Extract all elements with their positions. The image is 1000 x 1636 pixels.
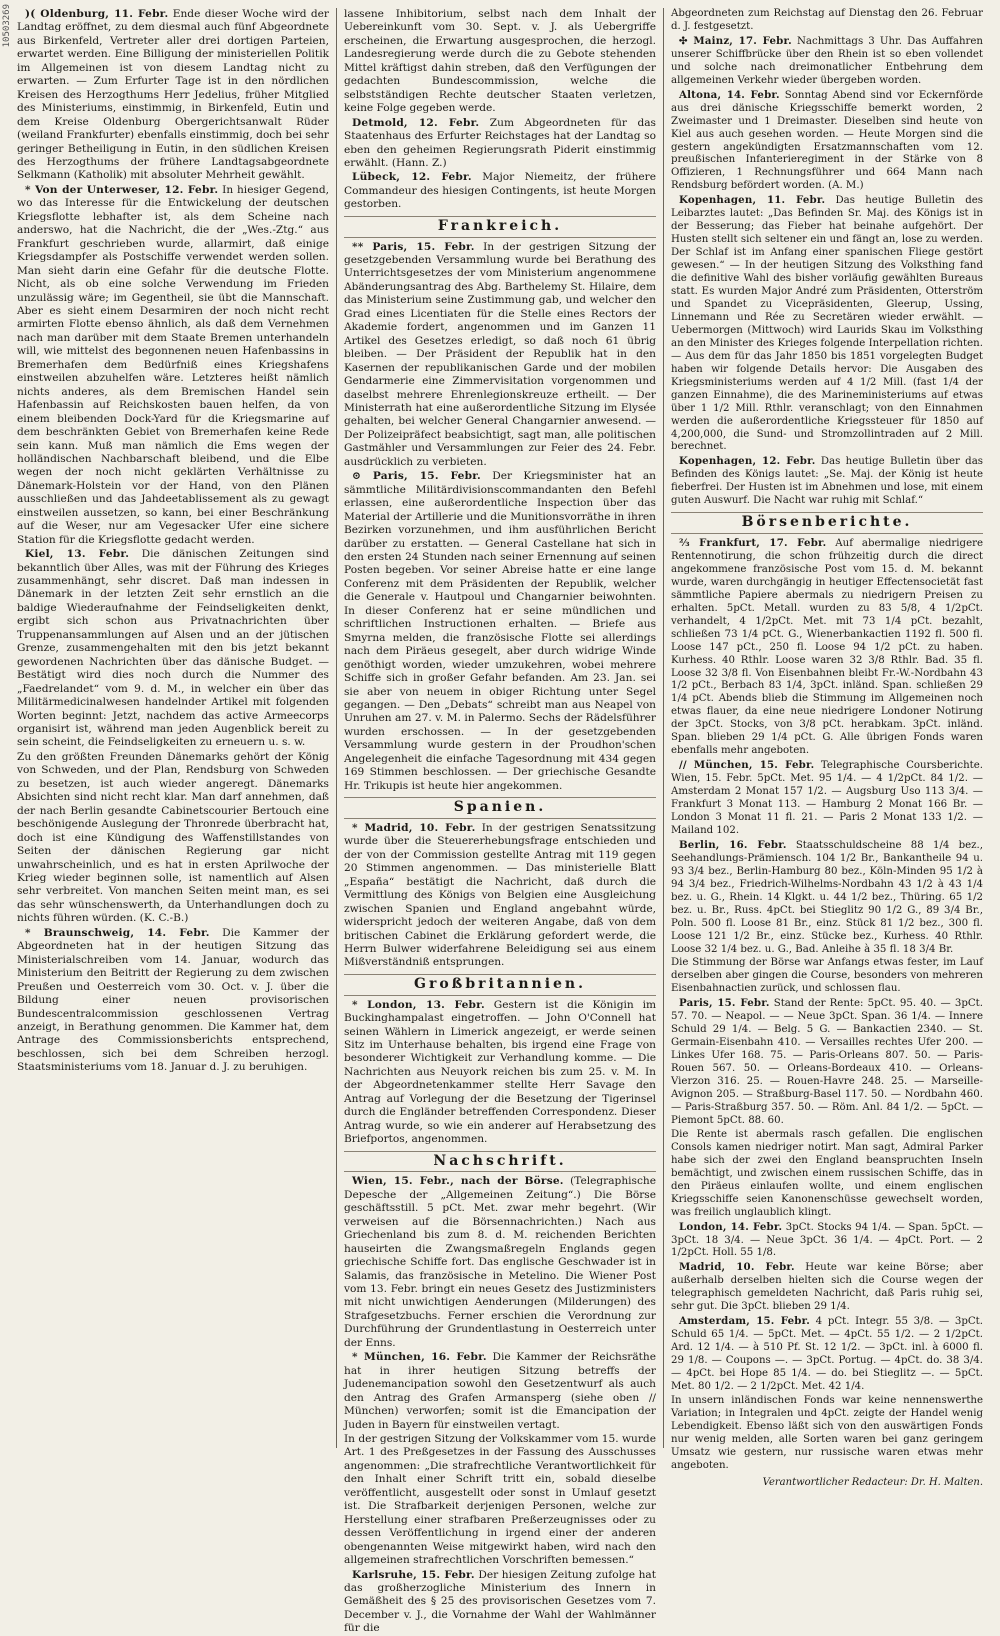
article-paragraph (344, 1433, 656, 1568)
article-text: Zum Abgeordneten für das Staatenhaus des Erfurter Reichstages hat der Landtag so eben den geheimen Regierungsrath Piderit einstimmig erwählt. (Hann. Z.) (344, 116, 656, 169)
article-text: Die Kammer der Abgeordneten hat in der heutigen Sitzung das Ministerialschreiben vom 14. Januar, wodurch das Ministerium den Beitritt der Regierung zu dem zwischen Preußen und Oesterreich vom 30. Oct. v. J. über die Bildung einer neuen provisorischen Bundescentralcommission geschlossenen Vertrag anzeigt, in Berathung genommen. Die Kammer hat, dem Antrage des Commissionsberichts entsprechend, beschlossen, sich bei dem Schreiben herzogl. Staatsministeriums vom 18. Januar d. J. zu beruhigen. (17, 926, 330, 1074)
article-paragraph (671, 35, 983, 88)
dateline: Berlin, 16. Febr. (679, 838, 787, 851)
article-paragraph (671, 89, 983, 194)
article-text: 4 pCt. Integr. 55 3/8. — 3pCt. Schuld 65 1/4. — 5pCt. Met. — 4pCt. 55 1/2. — 2 1/2pCt. Ard. 12 1/4. — à 510 Pf. St. 12 1/2. — 3pCt. inl. à 6000 fl. 29 1/8. — Coupons —. — 3pCt. Portug. — 4pCt. do. 38 3/4. — 4pCt. bei Hope 85 1/4. — do. bei Stieglitz —. — 5pCt. Met. 80 1/2. — 2 1/2pCt. Met. 42 1/4. (671, 1316, 983, 1392)
article-text: Abgeordneten zum Reichstag auf Dienstag den 26. Februar d. J. festgesetzt. (671, 8, 983, 32)
article-paragraph (671, 759, 983, 838)
article-paragraph (344, 1351, 656, 1432)
article-paragraph (17, 927, 329, 1075)
article-paragraph (671, 1261, 983, 1314)
dateline: Altona, 14. Febr. (679, 88, 780, 101)
editor-line: Verantwortlicher Redacteur: Dr. H. Malten. (762, 1476, 983, 1488)
article-paragraph (17, 751, 329, 926)
column-left (10, 8, 336, 1448)
article-text: Telegraphische Coursberichte. Wien, 15. Febr. 5pCt. Met. 95 1/4. — 4 1/2pCt. 84 1/2. — Amsterdam 2 Monat 157 1/2. — Augsburg Uso 113 3/4. — Frankfurt 3 Monat 113. — Hamburg 2 Monat 166 Br. — London 3 Monat 11 fl. 21. — Paris 2 Monat 133 1/2. — Mailand 102. (671, 760, 983, 836)
article-paragraph (344, 8, 656, 116)
article-paragraph (344, 1569, 656, 1636)
article-text: Staatsschuldscheine 88 1/4 bez., Seehandlungs-Prämiensch. 104 1/2 Br., Bankantheile 94 u. 93 3/4 bez., Berlin-Hamburg 80 bez., Köln-Minden 95 1/2 à 94 3/4 bez., Friedrich-Wilhelms-Nordbahn 43 1/2 à 43 1/4 bez. u. G., Rhein. 14 Klgkt. u. 44 1/2 bez., Thüring. 65 1/2 bez. u. Br., Russ. 4pCt. bei Stieglitz 90 1/2 G., 89 3/4 Br., Poln. 500 fl. Loose 81 Br., einz. Stück 81 1/2 bez., 300 fl. Loose 121 1/2 Br., einz. Stücke bez., Kurhess. 40 Rthlr. Loose 32 1/4 bez. u. G., Bad. Anleihe à 35 fl. 18 3/4 Br. (671, 839, 983, 955)
dateline: Karlsruhe, 15. Febr. (352, 1568, 475, 1581)
dateline: Kopenhagen, 11. Febr. (679, 194, 826, 207)
article-text: Ende dieser Woche wird der Landtag eröffnet, zu dem diesmal auch fünf Abgeordnete aus Birkenfeld, Vertreter aller drei dortigen Parteien, erwartet werden. Eine Billigung der ministeriellen Politik im Allgemeinen ist von diesem Landtag nicht zu erwarten. — Zum Erfurter Tage ist in den nördlichen Kreisen des Herzogthums Herr Jedelius, früher Mitglied des Ministeriums, einstimmig, in Birkenfeld, Eutin und dem Kreise Oldenburg Obergerichtsanwalt Rüder (weiland Frankfurter) ebenfalls einstimmig, doch bei sehr geringer Betheiligung in Eutin, in den südlichen Kreisen des Herzogthums der frühere Landtagsabgeordnete Selkmann (Katholik) mit absoluter Mehrheit gewählt. (17, 8, 329, 182)
column-right (663, 8, 990, 1488)
article-text: Die Stimmung der Börse war Anfangs etwas fester, im Lauf derselben aber gingen die Course, besonders von mehreren Eisenbahnactien zurück, und schlossen flau. (671, 957, 983, 995)
dateline: Paris, 15. Febr. (679, 997, 770, 1010)
dateline: Madrid, 10. Febr. (679, 1261, 795, 1274)
article-text: Auf abermalige niedrigere Rentennotirung, die schon frühzeitig durch die direct angekommene französische Post vom 15. d. M. bekannt wurde, waren durchgängig in heutiger Effectensocietät fast sämmtliche Papiere abermals zu niedrigern Preisen zu erhalten. 5pCt. Metall. wurden zu 83 5/8, 4 1/2pCt. verhandelt, 4 1/2pCt. Met. mit 73 1/4 pCt. bezahlt, schließen 73 1/4 pCt. G., Wienerbankactien 1192 fl. 500 fl. Loose 147 pCt., 250 fl. Loose 94 1/2 pCt. zu haben. Kurhess. 40 Rthlr. Loose waren 32 3/8 Rthlr. Bad. 35 fl. Loose 32 3/8 fl. Von Eisenbahnen bleibt Fr.-W.-Nordbahn 43 1/2 pCt., Berbach 83 1/4, 3pCt. inländ. Span. schließen 29 1/4 pCt. Abends blieb die Stimmung im Allgemeinen noch etwas flauer, da eine neue niedrigere Londoner Notirung der 3pCt. Stocks, von 3/8 pCt. herabkam. 3pCt. inländ. Span. blieben 29 1/4 pCt. G. Alle übrigen Fonds waren ebenfalls mehr angeboten. (671, 537, 983, 757)
article-text: lassene Inhibitorium, selbst nach dem Inhalt der Uebereinkunft vom 30. Sept. v. J. als Uebergriffe erscheinen, die Erwartung ausgesprochen, die herzogl. Landesregierung werde durch die zu Gebote stehenden Mittel kräftigst dahin streben, daß den Verfügungen der gedachten Bundescommission, welche die selbstständigen Rechte deutscher Staaten verletzen, keine Folge gegeben werde. (344, 8, 656, 115)
article-paragraph (671, 1129, 983, 1220)
dateline: ⅔ Frankfurt, 17. Febr. (679, 536, 827, 549)
article-paragraph (671, 1395, 983, 1473)
article-paragraph (344, 241, 656, 470)
dateline: * Madrid, 10. Febr. (352, 821, 476, 834)
section-heading: Spanien. (344, 797, 656, 819)
section-heading: Börsenberichte. (671, 512, 983, 534)
section-heading: Großbritannien. (344, 974, 656, 996)
article-text: Sonntag Abend sind vor Eckernförde aus drei dänische Kriegsschiffe bemerkt worden, 2 Zweimaster und 1 Dreimaster. Dieselben sind heute von Kiel aus auch gesehen worden. — Heute Morgen sind die gestern angekündigten Ersatzmannschaften vom 12. preußischen Infanterieregiment in der Stärke von 8 Offizieren, 1 Rechnungsführer und 664 Mann nach Rendsburg befördert worden. (A. M.) (671, 89, 983, 192)
article-text: In der gestrigen Sitzung der Volkskammer vom 15. wurde Art. 1 des Preßgesetzes in der Fassung des Ausschusses angenommen: „Die strafrechtliche Verantwortlichkeit für den Inhalt einer Schrift tritt ein, sobald dieselbe veröffentlicht, ausgestellt oder sonst in Umlauf gesetzt ist. Die Strafbarkeit derjenigen Personen, welche zur Herstellung einer strafbaren Preßerzeugnisses oder zu dessen Veröffentlichung in irgend einer der anderen obengenannten Weise mitgewirkt haben, wird nach den allgemeinen strafrechtlichen Vorschriften bemessen.“ (344, 1433, 656, 1567)
dateline: * München, 16. Febr. (352, 1351, 487, 1364)
article-paragraph (671, 997, 983, 1128)
article-text: Die dänischen Zeitungen sind bekanntlich über Alles, was mit der Führung des Krieges zusammenhängt, sehr discret. Daß man indessen in Dänemark in der letzten Zeit sehr ernstlich an die baldige Wiederaufnahme der Feindseligkeiten denkt, ergibt sich schon aus Privatnachrichten über Truppenansammlungen auf Alsen und an der jütischen Grenze, zusammengehalten mit den bis jetzt bekannt gewordenen Nachrichten über das dänische Budget. — Bestätigt wird dies noch durch die Nummer des „Faedrelandet“ vom 9. d. M., in welcher ein über das Militärmedicinalwesen handelnder Artikel mit folgenden Worten beginnt: Jetzt, nachdem das active Armeecorps organisirt ist, während man jeden Augenblick bereit zu sein scheint, die Feindseligkeiten zu erneuern u. s. w. (17, 548, 329, 749)
dateline: Amsterdam, 15. Febr. (679, 1315, 810, 1328)
article-text: Der hiesigen Zeitung zufolge hat das großherzogliche Ministerium des Innern in Gemäßheit des § 25 des provisorischen Gesetzes vom 7. December v. J., die Vornahme der Wahl der Wahlmänner für die (344, 1568, 657, 1635)
article-paragraph (671, 1315, 983, 1394)
article-paragraph (671, 1221, 983, 1261)
article-text: 3pCt. Stocks 94 1/4. — Span. 5pCt. — 3pCt. 18 3/4. — Neue 3pCt. 36 1/4. — 4pCt. Port. — 2 1/2pCt. Holl. 55 1/8. (671, 1221, 983, 1259)
article-text: Gestern ist die Königin im Buckinghampalast eingetroffen. — John O'Connell hat seinen Wählern in Limerick angezeigt, er werde seinen Sitz im Unterhause behalten, bis irgend eine Frage von besonderer Wichtigkeit zur Verhandlung komme. — Die Nachrichten aus Neuyork reichen bis zum 25. v. M. In der Abgeordnetenkammer stellte Herr Savage den Antrag auf Vorlegung der die Besetzung der Tigerinsel durch die Engländer betreffenden Correspondenz. Dieser Antrag wurde, so wie ein anderer auf Herabsetzung des Briefportos, angenommen. (344, 998, 656, 1146)
article-paragraph (344, 822, 656, 970)
article-paragraph (344, 999, 656, 1147)
article-paragraph (671, 194, 983, 454)
article-paragraph (344, 117, 656, 171)
article-text: Nachmittags 3 Uhr. Das Auffahren unserer Schiffbrücke über den Rhein ist so eben vollendet und solche nach dreimonatlicher Entbehrung dem allgemeinen Verkehr wieder übergeben worden. (671, 35, 983, 86)
article-text: In der gestrigen Senatssitzung wurde über die Steuererhebungsfrage entschieden und der von der Commission gestellte Antrag mit 119 gegen 20 Stimmen angenommen. — Das ministerielle Blatt „España“ bestätigt die Nachricht, daß durch die Vermittlung des Königs von Belgien eine Ausgleichung zwischen Spanien und England angebahnt würde, widerspricht jedoch der weiteren Angabe, daß von dem britischen Cabinet die Erklärung gefordert werde, die Herrn Bulwer widerfahrene Beleidigung sei aus einem Mißverständniß entsprungen. (344, 821, 656, 969)
article-text: (Telegraphische Depesche der „Allgemeinen Zeitung“.) Die Börse geschäftsstill. 5 pCt. Met. zwar mehr begehrt. (Wir verweisen auf die Börsennachrichten.) Nach aus Griechenland bis zum 8. d. M. reichenden Berichten hauseirten die Zwangsmaßregeln Englands gegen griechische Schiffe fort. Das englische Geschwader ist in Salamis, das französische in Metelino. Die Wiener Post vom 13. Febr. bringt ein neues Gesetz des Justizministers mit nicht unwichtigen Aenderungen (Milderungen) des Strafgesetzbuchs. Ferner erschien die Verordnung zur Durchführung der Grundentlastung in Oesterreich unter der Enns. (344, 1175, 657, 1349)
article-paragraph (17, 8, 329, 183)
dateline: ** Paris, 15. Febr. (352, 240, 475, 253)
columns (10, 8, 990, 1635)
article-text: Major Niemeitz, der frühere Commandeur des hiesigen Contingents, ist heute Morgen gestorben. (344, 171, 656, 211)
dateline: Lübeck, 12. Febr. (352, 171, 472, 184)
article-paragraph (17, 548, 329, 750)
article-text: Das heutige Bulletin des Leibarztes lautet: „Das Befinden Sr. Maj. des Königs ist in der Besserung; das Fieber hat beinahe aufgehört. Der Husten stellt sich seltener ein und fängt an, lose zu werden. Der Schlaf ist im Anfang einer spanischen Fliege gestört gewesen.“ — In der heutigen Sitzung des Volksthing fand die definitive Wahl des bisher vorläufig gewählten Bureaus statt. Es wurden Major André zum Präsidenten, Otterström und Spandet zu Vicepräsidenten, Gleerup, Ussing, Linnemann und Rée zu Secretären wieder erwählt. — Uebermorgen (Mittwoch) wird Laurids Skau im Volksthing an den Minister des Krieges folgende Interpellation richten. — Aus dem für das Jahr 1850 bis 1851 vorgelegten Budget haben wir folgende Details hervor: Die Ausgaben des Kriegsministeriums werden auf 4 1/2 Mill. (fast 1/4 der ganzen Einnahme), die des Marineministeriums auf etwas über 1 1/2 Mill. Rthlr. veranschlagt; von den Einnahmen werden die außerordentliche Kriegssteuer für 1850 auf 4,200,000, die Sund- und Stromzollintraden auf 2 Mill. berechnet. (671, 195, 983, 453)
article-text: Die Kammer der Reichsräthe hat in ihrer heutigen Sitzung betreffs der Judenemancipation sowohl den Gesetzentwurf als auch den Antrag des Grafen Armansperg (siehe oben // München) verworfen; somit ist die Emancipation der Juden in Bayern für einstweilen vertagt. (344, 1351, 656, 1431)
dateline: * Von der Unterweser, 12. Febr. (25, 183, 219, 196)
column-middle (336, 8, 663, 1635)
dateline: ⊙ Paris, 15. Febr. (352, 470, 481, 483)
article-text: Die Rente ist abermals rasch gefallen. Die englischen Consols kamen niedriger notirt. Man sagt, Admiral Parker habe sich der zwei den England beanspruchten Inseln bemächtigt, und zwischen einem russischen Schiffe, das in den Piräeus einlaufen wollte, und einem englischen Kriegsschiffe seien Kanonenschüsse gewechselt worden, was freilich unglaublich klingt. (671, 1128, 983, 1218)
dateline: London, 14. Febr. (679, 1220, 783, 1233)
article-text: In der gestrigen Sitzung der gesetzgebenden Versammlung wurde bei Berathung des Unterrichtsgesetzes der vom Ministerium angenommene Abänderungsantrag des Abg. Barthelemy St. Hilaire, dem das Ministerium seine Zustimmung gab, und welcher den Grad eines Licentiaten für die Stelle eines Rectors der Akademie fordert, angenommen und im Ganzen 11 Artikel des Gesetzes erledigt, so daß noch 61 übrig bleiben. — Der Präsident der Republik hat in den Kasernen der republikanischen Garde und der mobilen Gendarmerie eine Zimmervisitation vorgenommen und daselbst mehrere Ehrenlegionskreuze ertheilt. — Der Ministerrath hat eine außerordentliche Sitzung im Elysée gehalten, bei welcher General Changarnier anwesend. — Der Polizeipräfect beabsichtigt, sagt man, alle politischen Gastmähler und Versammlungen zur Feier des 24. Febr. ausdrücklich zu verbieten. (344, 240, 656, 468)
article-paragraph (671, 537, 983, 758)
article-paragraph (344, 1175, 656, 1350)
dateline: Detmold, 12. Febr. (352, 116, 480, 129)
sheet-id: 10503269 (2, 4, 12, 48)
article-paragraph (344, 470, 656, 793)
dateline: ✣ Mainz, 17. Febr. (679, 34, 792, 47)
article-paragraph (671, 8, 983, 34)
dateline: * London, 13. Febr. (352, 998, 485, 1011)
article-text: Das heutige Bulletin über das Befinden des Königs lautet: „Se. Maj. der König ist heute fieberfrei. Der Husten ist im Abnehmen und lose, mit einem guten Auswurf. Die Nacht war ruhig mit Schlaf.“ (671, 456, 983, 507)
article-text: In hiesiger Gegend, wo das Interesse für die Entwickelung der deutschen Kriegsflotte lebhafter ist, als dem Scheine nach anderswo, hat die Nachricht, die der „Wes.-Ztg.“ aus Frankfurt geschrieben wurde, allarmirt, daß einige Kriegsdampfer als Postschiffe verwendet werden sollen. Man sieht darin eine Gefahr für die deutsche Flotte. Nicht, als ob eine solche Verwendung im Frieden unzulässig wäre; im Gegentheil, sie übt die Mannschaft. Aber es sieht einem Desarmiren der noch nicht recht armirten Flotte ebenso ähnlich, als daß dem Vernehmen nach man darüber mit dem Staate Bremen unterhandeln will, wie mittelst des begonnenen neuen Hafenbassins in Bremerhafen dem Bedürfniß eines Kriegshafens einstweilen abzuhelfen wäre. Letzteres heißt nämlich nichts anderes, als dem Bremischen Handel sein Hafenbassin auf Reichskosten bauen helfen, da von einem bleibenden Dock-Yard für die Kriegsmarine auf dem beschränkten Gebiet von Bremerhafen keine Rede sein kann. Muß man nämlich die Ems wegen der holländischen Nachbarschaft bleibend, und die Elbe wegen der noch nicht geklärten Verhältnisse zu Dänemark-Holstein vor der Hand, von den Plänen ausschließen und das Jahdeetablissement als zu gewagt einstweilen aussetzen, so kann, bei einer Beschränkung auf die Weser, nur am Vegesacker Ufer eine sichere Station für die Kriegsflotte gedacht werden. (17, 183, 329, 546)
article-text: Stand der Rente: 5pCt. 95. 40. — 3pCt. 57. 70. — Neapol. — — Neue 3pCt. Span. 36 1/4. — Innere Schuld 29 1/4. — Belg. 5 G. — Bankactien 2340. — St. Germain-Eisenbahn 410. — Versailles rechtes Ufer 200. — Linkes Ufer 168. 75. — Paris-Orleans 807. 50. — Paris-Rouen 567. 50. — Orleans-Bordeaux 410. — Orleans-Vierzon 316. 25. — Rouen-Havre 248. 25. — Marseille-Avignon 205. — Straßburg-Basel 117. 50. — Nordbahn 460. — Paris-Straßburg 357. 50. — Röm. Anl. 84 1/2. — 5pCt. — Piemont 5pCt. 88. 60. (671, 998, 983, 1126)
article-paragraph (671, 839, 983, 957)
dateline: // München, 15. Febr. (679, 759, 815, 772)
article-text: Heute war keine Börse; aber außerhalb derselben hielten sich die Course wegen der telegraphisch gemeldeten Nachricht, daß Paris ruhig sei, sehr gut. Die 3pCt. blieben 29 1/4. (671, 1262, 983, 1313)
dateline: Kiel, 13. Febr. (25, 548, 130, 561)
dateline: Kopenhagen, 12. Febr. (679, 455, 816, 468)
section-heading: Frankreich. (344, 216, 656, 238)
article-paragraph (671, 957, 983, 996)
article-text: Zu den größten Freunden Dänemarks gehört der König von Schweden, und der Plan, Rendsburg von Schweden zu besetzen, ist auch wieder angeregt. Dänemarks Absichten sind nicht recht klar. Man darf annehmen, daß der nach Berlin gesandte Cabinetscourier Bertouch eine beschönigende Auslegung der Thronrede überbracht hat, doch ist eine Kündigung des Waffenstillstandes von Seiten der dänischen Regierung gar nicht unwahrscheinlich, und es hat in ersten Aprilwoche der Krieg wieder beginnen solle, ist namentlich auf Alsen sehr verbreitet. Von manchen Seiten meint man, es sei das sehr wünschenswerth, da Unterhandlungen doch zu nichts führen würden. (K. C.-B.) (17, 750, 329, 925)
article-paragraph (17, 184, 329, 547)
dateline: )( Oldenburg, 11. Febr. (25, 8, 169, 20)
article-paragraph (671, 455, 983, 508)
section-heading: Nachschrift. (344, 1151, 656, 1173)
article-paragraph (344, 171, 656, 211)
dateline: * Braunschweig, 14. Febr. (25, 926, 210, 939)
article-text: Der Kriegsminister hat an sämmtliche Militärdivisionscommandanten den Befehl erlassen, eine außerordentliche Inspection über das Material der Artillerie und die Munitionsvorräthe in ihren Bezirken vorzunehmen, und ihm ausführlichen Bericht darüber zu erstatten. — General Castellane hat sich in den ersten 24 Stunden nach seiner Ernennung auf seinen Posten begeben. Vor seiner Abreise hatte er eine lange Conferenz mit dem Präsidenten der Republik, welcher die Generale v. Hautpoul und Changarnier beiwohnten. In dieser Conferenz hat er seine mündlichen und schriftlichen Instructionen erhalten. — Briefe aus Smyrna melden, die französische Flotte sei allerdings nach dem Piräeus gesegelt, aber durch widrige Winde genöthigt worden, wieder umzukehren, wobei mehrere Schiffe sich in großer Gefahr befanden. Am 23. Jan. sei sie aber von neuem in obiger Richtung unter Segel gegangen. — Den „Debats“ schreibt man aus Neapel von Unruhen am 27. v. M. in Palermo. Sechs der Rädelsführer wurden erschossen. — In der gesetzgebenden Versammlung wurde gestern in der Proudhon'schen Angelegenheit die einfache Tagesordnung mit 434 gegen 169 Stimmen beschlossen. — Der griechische Gesandte Hr. Trikupis ist heute hier angekommen. (344, 470, 656, 792)
article-text: In unsern inländischen Fonds war keine nennenswerthe Variation; in Integralen und 4pCt. zeigte der Handel wenig Lebendigkeit. Ebenso läßt sich von den auswärtigen Fonds nur wenig melden, alle Sorten waren bei ganz geringem Umsatz wie gestern, nur russische waren etwas mehr angeboten. (671, 1394, 983, 1471)
dateline: Wien, 15. Febr., nach der Börse. (352, 1175, 564, 1188)
